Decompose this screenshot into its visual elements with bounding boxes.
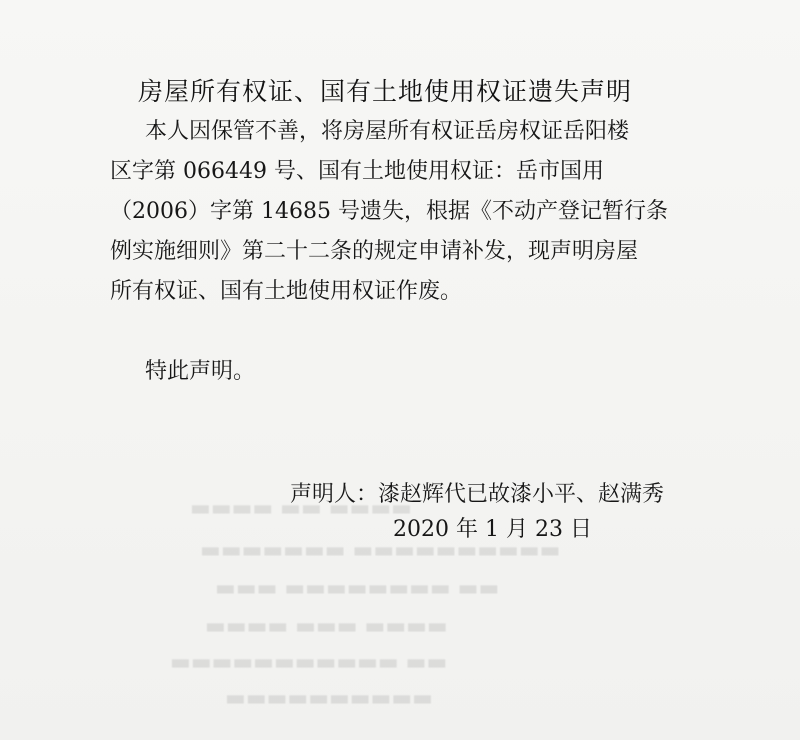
bleed-through-line: ▬▬ ▬▬▬▬▬▬▬▬▬▬▬ [170, 650, 448, 675]
bleed-through-line: ▬▬▬▬ ▬▬ ▬▬▬▬ [190, 496, 412, 521]
paragraph-line: 所有权证、国有土地使用权证作废。 [110, 279, 463, 304]
bleed-through-line: ▬▬ ▬▬▬▬▬▬▬▬ ▬▬▬ [215, 576, 500, 601]
declaration-date: 2020 年 1 月 23 日 [393, 517, 592, 542]
paragraph-line: 例实施细则》第二十二条的规定申请补发，现声明房屋 [110, 239, 639, 264]
closing-statement: 特此声明。 [145, 359, 256, 384]
bleed-through-line: ▬▬▬▬▬▬▬▬▬▬ ▬▬▬▬▬▬▬ [200, 538, 561, 563]
bleed-through-line: ▬▬▬▬▬▬▬▬▬▬ [225, 686, 433, 711]
declarant-signature: 声明人：漆赵辉代已故漆小平、赵满秀 [290, 482, 665, 507]
paragraph-line: （2006）字第 14685 号遗失，根据《不动产登记暂行条 [110, 199, 668, 224]
bleed-through-line: ▬▬▬▬ ▬▬▬ ▬▬▬▬ [205, 614, 448, 639]
document-title: 房屋所有权证、国有土地使用权证遗失声明 [138, 77, 633, 106]
paragraph-line: 本人因保管不善，将房屋所有权证岳房权证岳阳楼 [145, 119, 630, 144]
paragraph-line: 区字第 066449 号、国有土地使用权证：岳市国用 [110, 159, 604, 184]
